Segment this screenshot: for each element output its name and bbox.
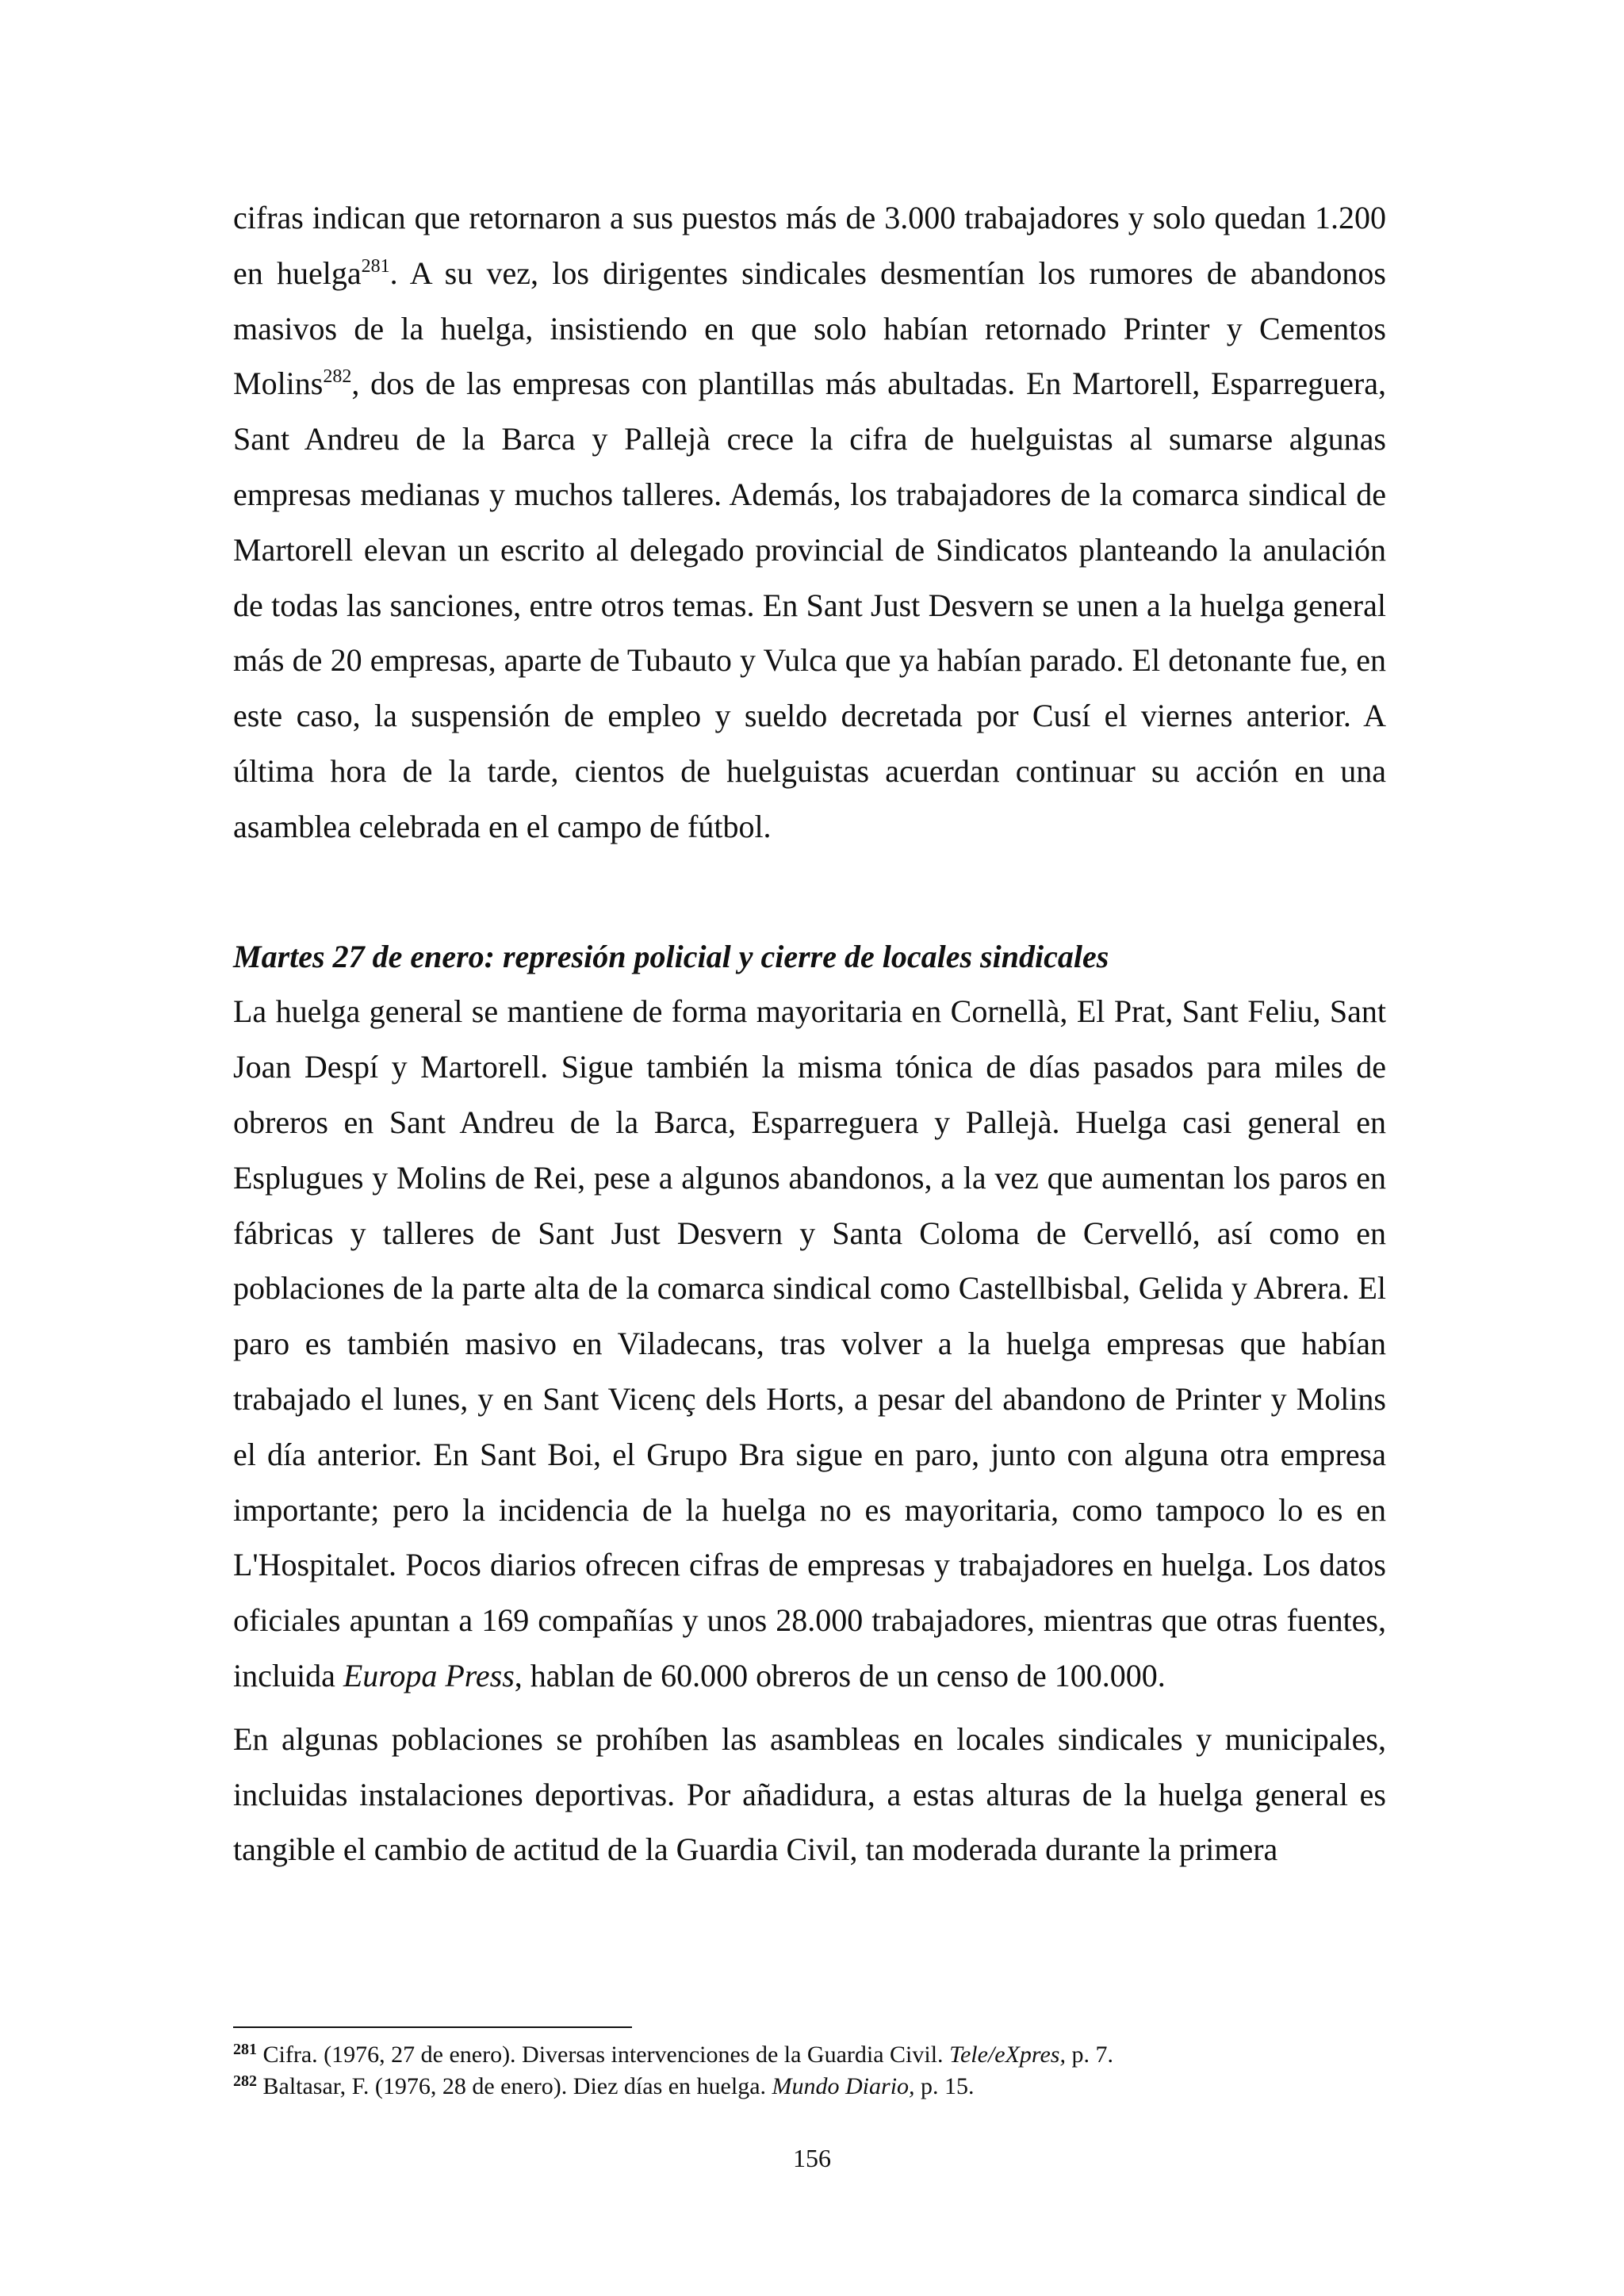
footnote-281 [233, 2039, 1386, 2071]
footnote-ref-282[interactable]: 282 [323, 366, 352, 388]
footnote-tail: p. 15. [914, 2073, 975, 2099]
paragraph-text: cifras indican que retornaron a sus puestos más de 3.000 trabajadores y solo quedan 1.200 en huelga [233, 200, 1386, 291]
footnote-source: Mundo Diario, [772, 2073, 915, 2099]
paragraph-text: , dos de las empresas con plantillas más abultadas. En Martorell, Esparreguera, Sant Andreu de la Barca y Pallejà crece la cifra de huelguistas al sumarse algunas empresas medianas y muchos talleres. Además, los trabajadores de la comarca sindical de Martorell elevan un escrito al delegado provincial de Sindicatos planteando la anulación de todas las sanciones, entre otros temas. En Sant Just Desvern se unen a la huelga general más de 20 empresas, aparte de Tubauto y Vulca que ya habían parado. El detonante fue, en este caso, la suspensión de empleo y sueldo decretada por Cusí el viernes anterior. A última hora de la tarde, cientos de huelguistas acuerdan continuar su acción en una asamblea celebrada en el campo de fútbol. [233, 365, 1386, 844]
paragraph-text: . A su vez, los dirigentes sindicales desmentían los rumores de abandonos masivos de la huelga, insistiendo en que solo habían retornado Printer y Cementos Molins [233, 254, 1386, 402]
footnote-source: Tele/eXpres, [949, 2042, 1066, 2068]
body-paragraph-2 [233, 984, 1386, 1703]
footnote-number: 281 [233, 2041, 257, 2058]
section-heading: Martes 27 de enero: represión policial y cierre de locales sindicales [233, 938, 1109, 974]
italic-source: Europa Press [343, 1657, 515, 1693]
footnote-282 [233, 2071, 1386, 2103]
footnote-text: Cifra. (1976, 27 de enero). Diversas intervenciones de la Guardia Civil. [257, 2042, 950, 2068]
page-number: 156 [793, 2144, 831, 2172]
footnote-tail: p. 7. [1066, 2042, 1113, 2068]
footnote-number: 282 [233, 2072, 257, 2090]
paragraph-text: , hablan de 60.000 obreros de un censo de 100.000. [514, 1657, 1166, 1693]
footnote-ref-281[interactable]: 281 [361, 255, 390, 277]
footnotes [233, 2026, 1386, 2103]
body-paragraph-1 [233, 190, 1386, 855]
paragraph-text: La huelga general se mantiene de forma mayoritaria en Cornellà, El Prat, Sant Feliu, Sant Joan Despí y Martorell. Sigue también la misma tónica de días pasados para miles de obreros en Sant Andreu de la Barca, Esparreguera y Pallejà. Huelga casi general en Esplugues y Molins de Rei, pese a algunos abandonos, a la vez que aumentan los paros en fábricas y talleres de Sant Just Desvern y Santa Coloma de Cervelló, así como en poblaciones de la parte alta de la comarca sindical como Castellbisbal, Gelida y Abrera. El paro es también masivo en Viladecans, tras volver a la huelga empresas que habían trabajado el lunes, y en Sant Vicenç dels Horts, a pesar del abandono de Printer y Molins el día anterior. En Sant Boi, el Grupo Bra sigue en paro, junto con alguna otra empresa importante; pero la incidencia de la huelga no es mayoritaria, como tampoco lo es en L'Hospitalet. Pocos diarios ofrecen cifras de empresas y trabajadores en huelga. Los datos oficiales apuntan a 169 compañías y unos 28.000 trabajadores, mientras que otras fuentes, incluida [233, 993, 1386, 1693]
footnote-text: Baltasar, F. (1976, 28 de enero). Diez días en huelga. [257, 2073, 772, 2099]
body-paragraph-3: En algunas poblaciones se prohíben las asambleas en locales sindicales y municipales, incluidas instalaciones deportivas. Por añadidura, a estas alturas de la huelga general es tangible el cambio de actitud de la Guardia Civil, tan moderada durante la primera [233, 1720, 1386, 1868]
footnote-divider [233, 2026, 632, 2028]
page-body [233, 190, 1386, 1877]
